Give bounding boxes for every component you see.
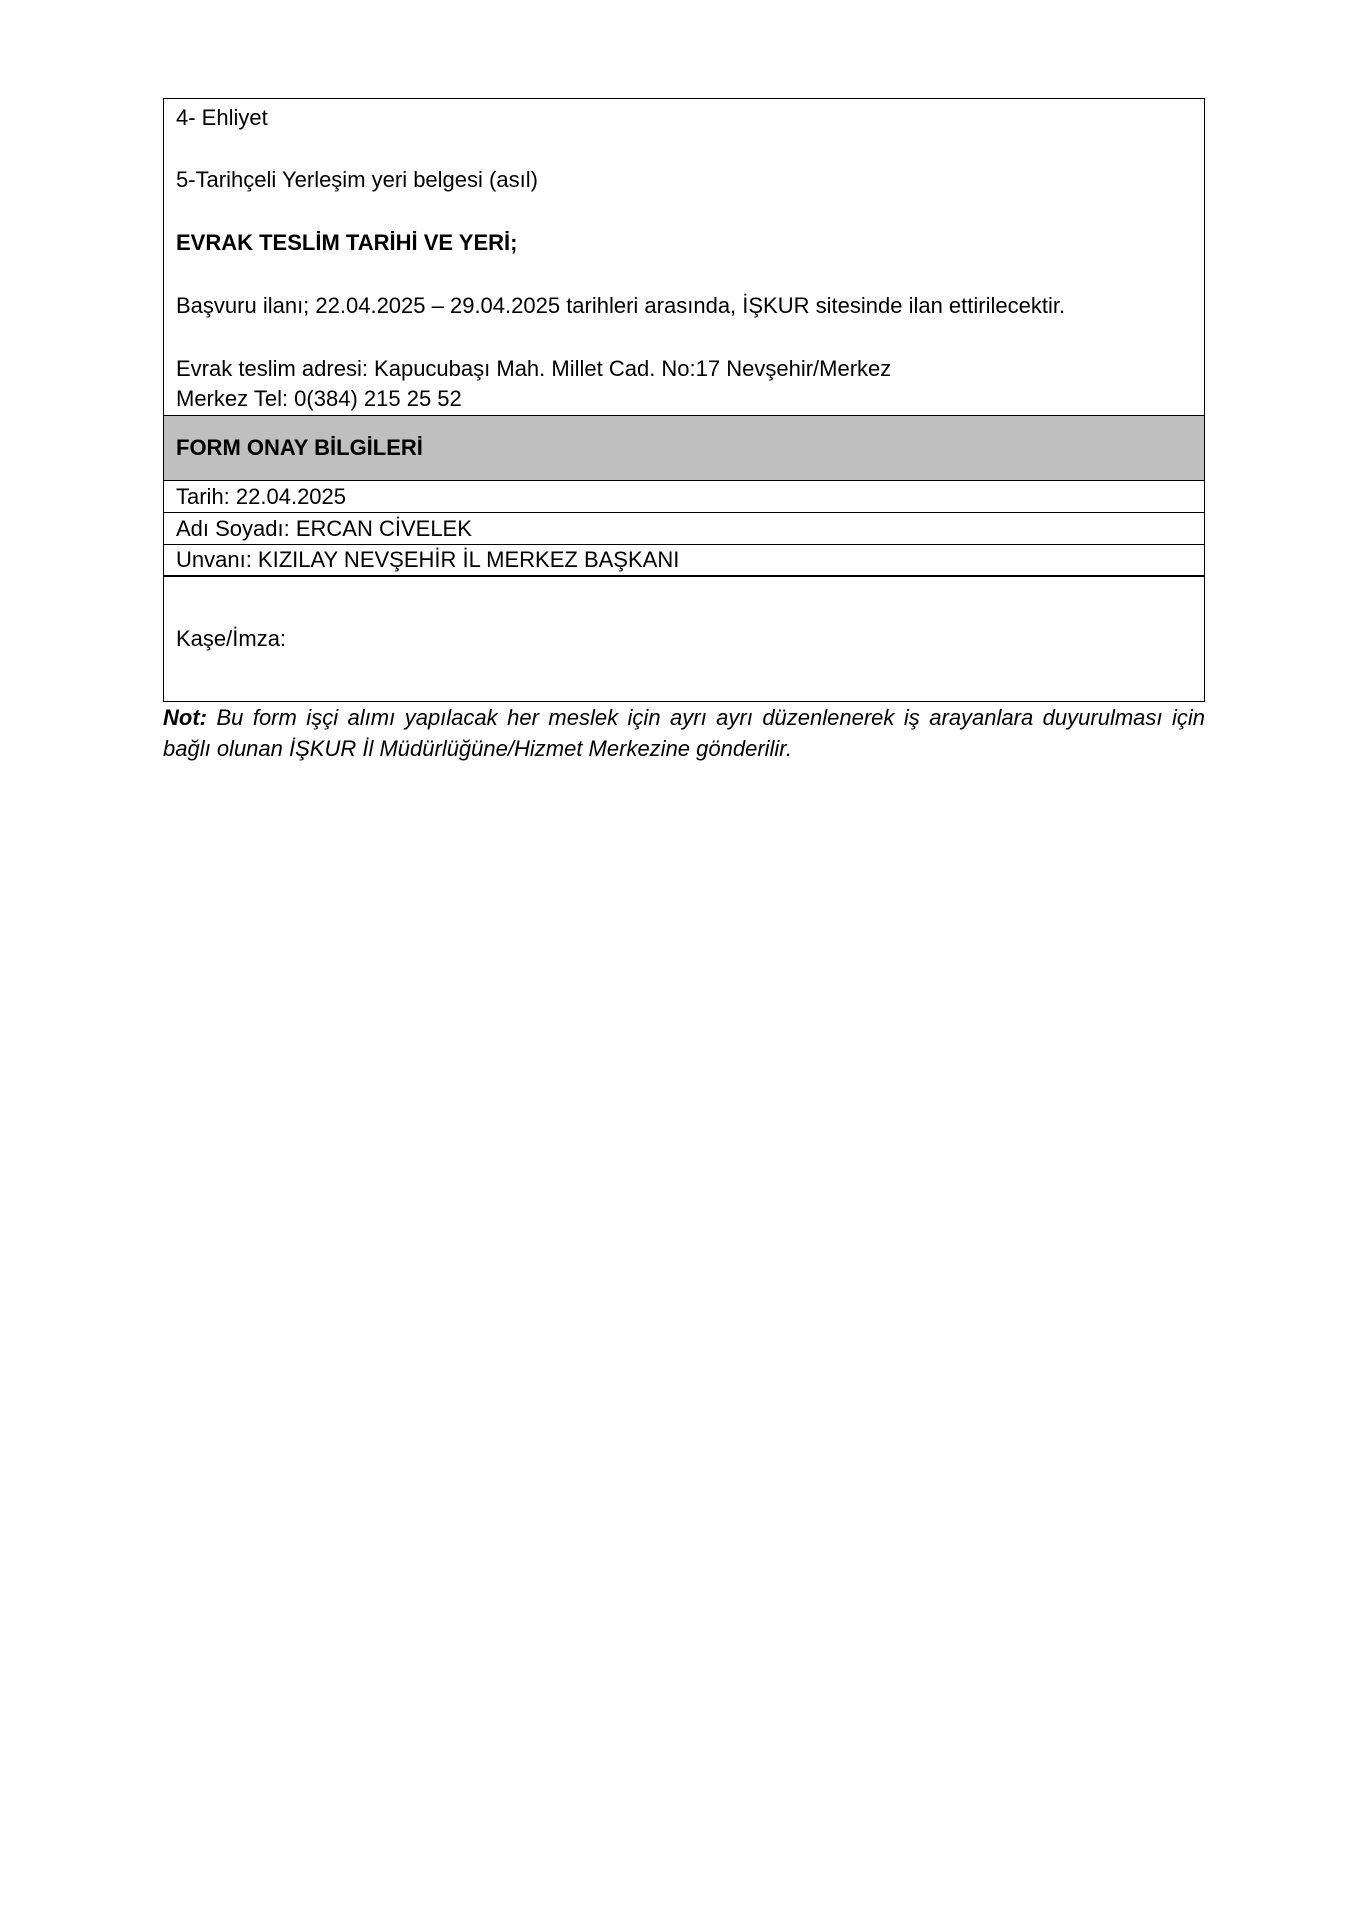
document-item-4: 4- Ehliyet <box>176 105 268 130</box>
delivery-heading: EVRAK TESLİM TARİHİ VE YERİ; <box>176 230 518 255</box>
phone-number: Merkez Tel: 0(384) 215 25 52 <box>176 386 462 411</box>
form-table <box>163 98 1205 702</box>
signature-label: Kaşe/İmza: <box>176 626 287 651</box>
approval-name-row <box>164 513 1204 545</box>
approval-title-row <box>164 545 1204 577</box>
approval-date-row <box>164 481 1204 513</box>
document-item-5: 5-Tarihçeli Yerleşim yeri belgesi (asıl) <box>176 167 538 192</box>
required-documents-cell <box>164 99 1204 415</box>
footer-note <box>163 702 1205 764</box>
approval-section-header <box>164 415 1204 481</box>
application-notice: Başvuru ilanı; 22.04.2025 – 29.04.2025 tarihleri arasında, İŞKUR sitesinde ilan ettirilecektir. <box>176 293 1066 318</box>
signature-cell <box>164 577 1204 701</box>
note-text: Bu form işçi alımı yapılacak her meslek için ayrı ayrı düzenlenerek iş arayanlara duyurulması için bağlı olunan İŞKUR İl Müdürlüğüne/Hizmet Merkezine gönderilir. <box>163 705 1205 761</box>
approval-name: Adı Soyadı: ERCAN CİVELEK <box>176 515 472 541</box>
note-label: Not: <box>163 705 207 730</box>
delivery-address: Evrak teslim adresi: Kapucubaşı Mah. Millet Cad. No:17 Nevşehir/Merkez <box>176 356 892 381</box>
approval-date: Tarih: 22.04.2025 <box>176 483 347 509</box>
approval-title: Unvanı: KIZILAY NEVŞEHİR İL MERKEZ BAŞKANI <box>176 547 680 572</box>
approval-heading: FORM ONAY BİLGİLERİ <box>176 435 423 460</box>
